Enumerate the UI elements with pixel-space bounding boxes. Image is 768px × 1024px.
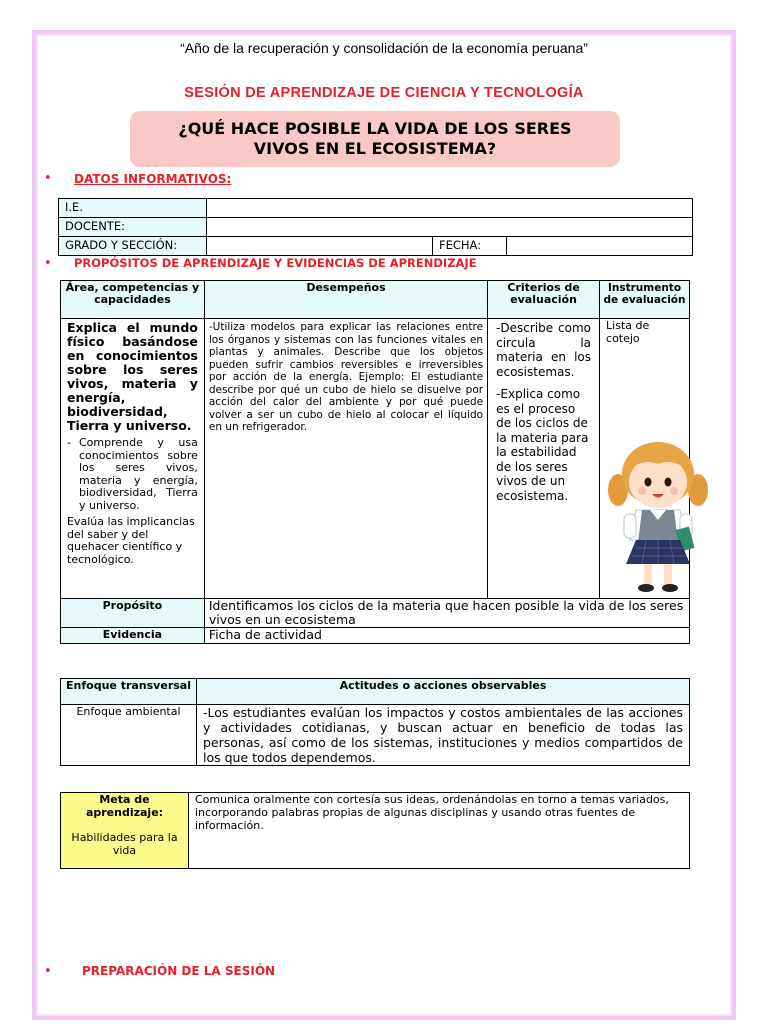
bullet-datos: • xyxy=(44,171,52,186)
grado-value[interactable] xyxy=(207,237,433,256)
grado-label: GRADO Y SECCIÓN: xyxy=(59,237,207,256)
enfoque-name: Enfoque ambiental xyxy=(61,705,197,766)
proposito-label: Propósito xyxy=(61,599,205,628)
meta-sub: Habilidades para la vida xyxy=(71,831,178,857)
bullet-propositos: • xyxy=(44,256,52,271)
desempenos-header: Desempeños xyxy=(204,281,487,319)
propositos-table xyxy=(60,280,690,644)
session-title: SESIÓN DE APRENDIZAJE DE CIENCIA Y TECNOLOGÍA xyxy=(184,85,584,101)
area-header: Área, competencias y capacidades xyxy=(61,281,205,319)
criterios-cell xyxy=(488,319,600,599)
question-line-2: VIVOS EN EL ECOSISTEMA? xyxy=(253,139,497,158)
enfoque-table xyxy=(60,678,690,766)
criterios-header: Criterios de evaluación xyxy=(488,281,600,319)
instrumento-text: Lista de cotejo xyxy=(606,319,650,345)
desempeno-cell xyxy=(204,319,487,599)
left-arm xyxy=(624,514,636,538)
right-leg xyxy=(664,564,672,586)
ie-label: I.E. xyxy=(59,199,207,218)
fecha-value[interactable] xyxy=(507,237,693,256)
meta-table xyxy=(60,792,690,869)
right-shoe xyxy=(662,584,678,592)
meta-cell xyxy=(61,793,189,869)
actitudes-header: Actitudes o acciones observables xyxy=(197,679,690,705)
session-question-box xyxy=(130,111,620,167)
criterio-1-text: -Describe como circula la materia en los ecosistemas. xyxy=(496,321,592,379)
area-cell xyxy=(61,319,205,599)
capacidad-2-text: Evalúa las implicancias del saber y del quehacer científico y tecnológico. xyxy=(67,515,195,566)
right-cheek xyxy=(670,487,678,495)
enfoque-header: Enfoque transversal xyxy=(61,679,197,705)
competencia-text: Explica el mundo físico basándose en conocimientos sobre los seres vivos, materia y energía, biodiversidad, Tierra y universo. xyxy=(67,320,198,433)
year-motto: “Año de la recuperación y consolidación de la economía peruana” xyxy=(180,40,588,56)
evidencia-label: Evidencia xyxy=(61,628,205,644)
desempeno-text: -Utiliza modelos para explicar las relaciones entre los órganos y sistemas con las funciones vitales en plantas y animales. Describe que los objetos pueden sufrir cambios reversibles e irreversibles por acción de la energía. Ejemplo: El estudiante describe por qué un cubo de hielo se disuelve por acción del calor del ambiente y por qué puede volver a ser un cubo de hielo al colocar el líquido en un refrigerador. xyxy=(208,321,484,433)
evidencia-text: Ficha de actividad xyxy=(204,628,689,644)
right-eye xyxy=(665,478,672,487)
preparacion-heading: PREPARACIÓN DE LA SESIÓN xyxy=(82,964,276,978)
fecha-label: FECHA: xyxy=(433,237,507,256)
left-shoe xyxy=(638,584,654,592)
left-leg xyxy=(644,564,652,586)
docente-label: DOCENTE: xyxy=(59,218,207,237)
question-line-1: ¿QUÉ HACE POSIBLE LA VIDA DE LOS SERES xyxy=(178,119,572,138)
proposito-text: Identificamos los ciclos de la materia que hacen posible la vida de los seres vivos en un ecosistema xyxy=(204,599,689,628)
meta-text: Comunica oralmente con cortesía sus ideas, ordenándolas en torno a temas variados, incorporando palabras propias de algunas disciplinas y usando otras fuentes de información. xyxy=(189,793,690,869)
capacidad-item: - Comprende y usa conocimientos sobre los seres vivos, materia y energía, biodiversidad, Tierra y universo. xyxy=(67,436,198,512)
datos-heading: DATOS INFORMATIVOS: xyxy=(74,172,232,186)
docente-value[interactable] xyxy=(207,218,693,237)
ie-value[interactable] xyxy=(207,199,693,218)
enfoque-text: -Los estudiantes evalúan los impactos y costos ambientales de las acciones y actividades cotidianas, y buscan actuar en beneficio de todas las personas, así como de los sistemas, instituciones y medios compartidos de los que todos dependemos. xyxy=(197,705,690,766)
meta-label: Meta de aprendizaje: xyxy=(85,793,164,819)
datos-table xyxy=(58,198,693,256)
capacidad-1-text: Comprende y usa conocimientos sobre los seres vivos, materia y energía, biodiversidad, Tierra y universo. xyxy=(79,436,198,512)
criterio-2-text: -Explica como es el proceso de los ciclos de la materia para la estabilidad de los seres vivos de un ecosistema. xyxy=(496,387,589,503)
instrumento-header: Instrumento de evaluación xyxy=(600,281,690,319)
bullet-preparacion: • xyxy=(44,964,52,979)
left-eye xyxy=(645,478,652,487)
left-cheek xyxy=(638,487,646,495)
propositos-heading: PROPÓSITOS DE APRENDIZAJE Y EVIDENCIAS DE APRENDIZAJE xyxy=(74,256,477,270)
girl-student-illustration xyxy=(606,440,710,600)
